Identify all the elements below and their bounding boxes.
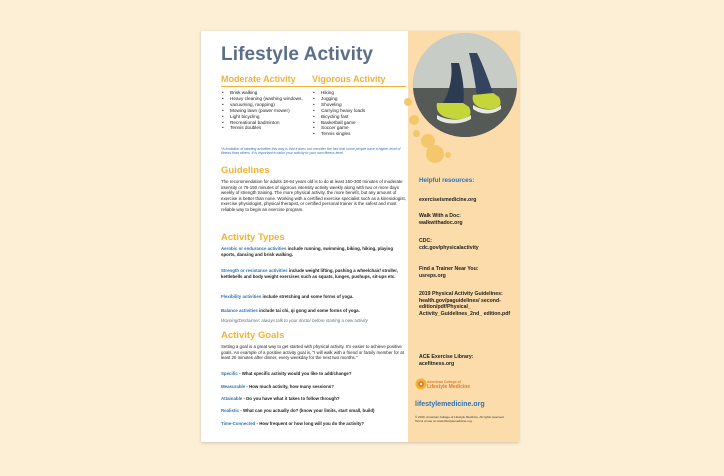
list-item: • Recreational badminton [221,120,303,126]
resource-cdc[interactable]: CDC: cdc.gov/physicalactivity [419,238,479,251]
handout-page [201,31,519,442]
goal-time-connected: Time-Connected - How frequent or how long will you do the activity? [221,421,365,426]
decor-dot [409,115,419,125]
balance-label: Balance activities [221,308,258,313]
shoes-illustration [413,33,517,137]
acl-logo-text: American College of Lifestyle Medicine [427,380,471,390]
fitness-note: *A limitation of labeling activities this way is that it does not consider the fact that some people have a higher level of fitness than others. It is important to tailor your activity to your own fitness level. [221,147,401,156]
decor-dot [426,145,444,163]
running-shoes-photo [413,33,517,137]
moderate-list [221,90,303,131]
strength-label: Strength or resistance activities [221,268,288,273]
list-item: • vacuuming, mopping) [221,102,303,108]
resource-walk-with-a-doc[interactable]: Walk With a Doc: walkwithadoc.org [419,213,463,226]
goal-realistic: Realistic - What can you actually do? (know your limits, start small, build) [221,408,375,413]
list-item: • Soccer game [312,125,365,131]
list-item: • Shoveling [312,102,365,108]
aerobic-label: Aerobic or endurance activities [221,246,287,251]
goal-measurable: Measurable - How much activity, how many sessions? [221,384,334,389]
resource-ace-library[interactable]: ACE Exercise Library: acefitness.org [419,354,474,367]
moderate-heading: Moderate Activity [221,74,296,84]
acl-logo-icon [415,378,427,390]
vigorous-list [312,90,365,137]
activity-goals-heading: Activity Goals [221,330,285,341]
decor-dot [404,98,412,106]
guidelines-text: The recommendation for adults 18-64 years old is to do at least 150-300 minutes of moderate intensity or 75-150 minutes of vigorous intensity activity weekly along with two or more days weekly of strength training. The more physical activity, the more benefit, but any amount of exercise is better than none. Working with a certified exercise specialist such as a kinesiologist, exercise physiologist, physical therapist, or certified personal trainer is the safest and most reliable way to begin an exercise program. [221,179,406,212]
balance-text: Balance activities include tai chi, qi gong and some forms of yoga. [221,308,360,313]
vigorous-heading: Vigorous Activity [312,74,386,84]
goal-specific: Specific - What specific activity would you like to add/change? [221,371,352,376]
list-item: • Tennis singles [312,131,365,137]
list-item: • Hiking [312,90,365,96]
guidelines-heading: Guidelines [221,165,270,176]
warning-text: Warning/Disclaimer: always talk to your doctor before starting a new activity [221,318,368,323]
list-item: • Jogging [312,96,365,102]
resource-pa-guidelines[interactable]: 2019 Physical Activity Guidelines: health.gov/paguidelines/ second-edition/pdf/Physical_ Activity_Guidelines_2nd_ edition.pdf [419,291,511,317]
strength-text: Strength or resistance activities include weight lifting, pushing a wheelchair/ stroller, kettlebells and body weight exercises such as squats, lunges, pushups, sit-ups etc. [221,268,398,279]
decor-dot [445,152,451,158]
list-item: • Heavy cleaning (washing windows, [221,96,303,102]
list-item: • Carrying heavy loads [312,108,365,114]
goals-text: Setting a goal is a great way to get started with physical activity. It's easier to achieve positive goals. An example of a positive activity goal is, "I will walk with a friend or family member for at least 20 minutes after dinner, every weekday for the next two months." [221,344,404,361]
activity-types-heading: Activity Types [221,232,285,243]
heading-divider [221,86,406,87]
page-title: Lifestyle Activity [221,44,374,65]
list-item: • Basketball game [312,120,365,126]
decor-dot [413,130,420,137]
website-link[interactable]: lifestylemedicine.org [415,401,485,408]
list-item: • Light bicycling [221,114,303,120]
flexibility-text: Flexibility activities include stretching and some forms of yoga. [221,294,354,299]
aerobic-text: Aerobic or endurance activities include running, swimming, biking, hiking, playing sports, dancing and brisk walking. [221,246,394,257]
list-item: • Brisk walking [221,90,303,96]
copyright-text: © 2019. American College of Lifestyle Medicine. All rights reserved. Terms of use on www.lifestylemedicine.org. [415,415,505,423]
goal-attainable: Attainable - Do you have what it takes to follow through? [221,396,340,401]
list-item: • Mowing lawn (power mower) [221,108,303,114]
list-item: • Bicycling fast [312,114,365,120]
resource-exercise-is-medicine[interactable]: exerciseismedicine.org [419,197,477,203]
resource-find-trainer[interactable]: Find a Trainer Near You: usreps.org [419,266,479,279]
flexibility-label: Flexibility activities [221,294,262,299]
list-item: • Tennis doubles [221,125,303,131]
resources-heading: Helpful resources: [419,177,475,184]
